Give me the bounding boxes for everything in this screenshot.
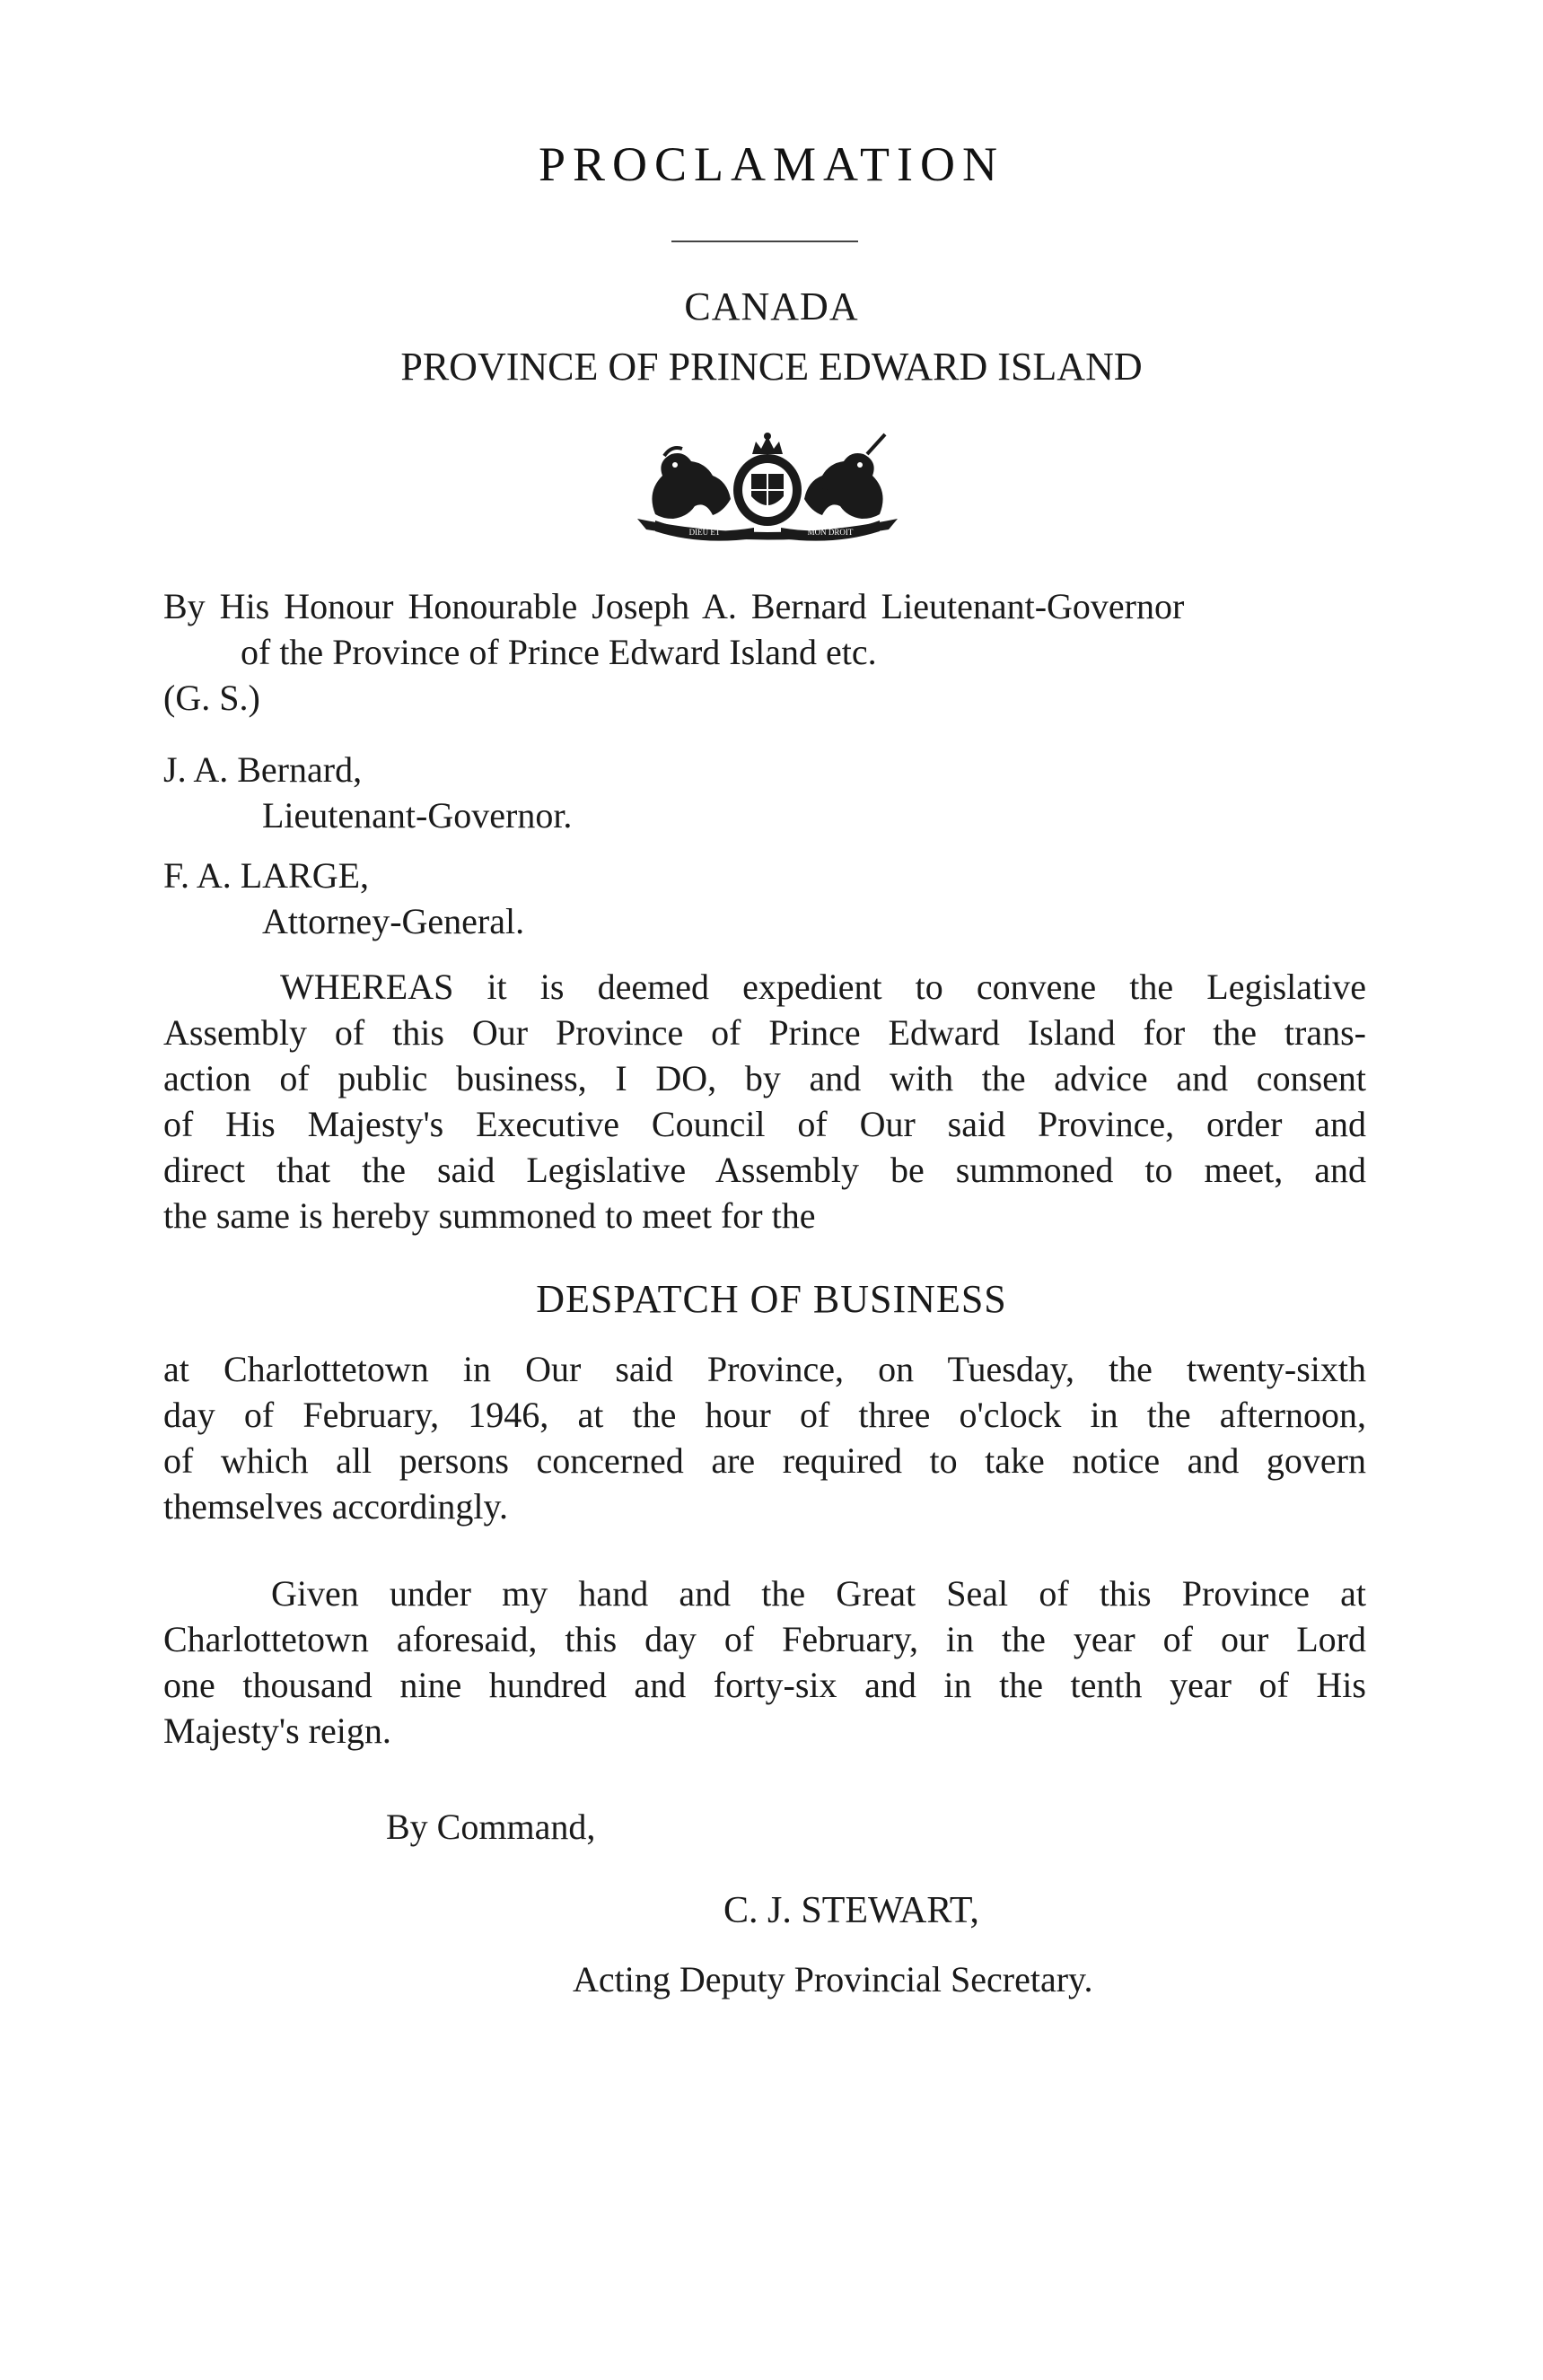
signatory-2-name: F. A. LARGE, <box>163 855 370 896</box>
heading-province: PROVINCE OF PRINCE EDWARD ISLAND <box>400 345 1143 389</box>
given-line: one thousand nine hundred and forty-six and in the tenth year of His <box>163 1665 1366 1705</box>
location-line: day of February, 1946, at the hour of three o'clock in the afternoon, <box>163 1395 1366 1435</box>
signatory-1-title: Lieutenant-Governor. <box>262 795 573 836</box>
document-title: PROCLAMATION <box>538 137 1005 191</box>
whereas-line: action of public business, I DO, by and with the advice and consent <box>163 1058 1366 1098</box>
signatory-2-title: Attorney-General. <box>262 901 525 941</box>
given-line: Majesty's reign. <box>163 1711 391 1751</box>
signatory-3-name: C. J. STEWART, <box>723 1890 979 1931</box>
signatory-1-name: J. A. Bernard, <box>163 749 363 790</box>
given-paragraph <box>163 1571 1366 1754</box>
given-line: Given under my hand and the Great Seal of this Province at <box>271 1573 1366 1614</box>
motto-right: MON DROIT <box>807 528 854 537</box>
royal-coat-of-arms-icon <box>619 429 916 546</box>
location-line: at Charlottetown in Our said Province, on Tuesday, the twenty-sixth <box>163 1349 1366 1389</box>
title-divider <box>671 241 858 242</box>
preamble-line-1: By His Honour Honourable Joseph A. Bernard Lieutenant-Governor <box>163 586 1185 626</box>
whereas-line: direct that the said Legislative Assembly be summoned to meet, and <box>163 1150 1366 1190</box>
whereas-line: the same is hereby summoned to meet for the <box>163 1195 816 1236</box>
signatory-3-title: Acting Deputy Provincial Secretary. <box>573 1959 1093 1999</box>
whereas-paragraph <box>163 964 1366 1238</box>
location-paragraph <box>163 1346 1366 1529</box>
motto-left: DIEU ET <box>688 528 721 537</box>
whereas-line: Assembly of this Our Province of Prince Edward Island for the trans- <box>163 1012 1366 1053</box>
by-command: By Command, <box>386 1807 596 1847</box>
given-line: Charlottetown aforesaid, this day of February, in the year of our Lord <box>163 1619 1366 1659</box>
heading-country: CANADA <box>684 284 859 328</box>
whereas-line: WHEREAS it is deemed expedient to convene the Legislative <box>280 967 1366 1007</box>
heading-despatch: DESPATCH OF BUSINESS <box>536 1277 1007 1321</box>
whereas-line: of His Majesty's Executive Council of Our said Province, order and <box>163 1104 1366 1144</box>
preamble-line-2: of the Province of Prince Edward Island etc. <box>241 632 877 672</box>
location-line: of which all persons concerned are required to take notice and govern <box>163 1440 1366 1481</box>
preamble-line-3: (G. S.) <box>163 678 260 718</box>
location-line: themselves accordingly. <box>163 1486 508 1527</box>
